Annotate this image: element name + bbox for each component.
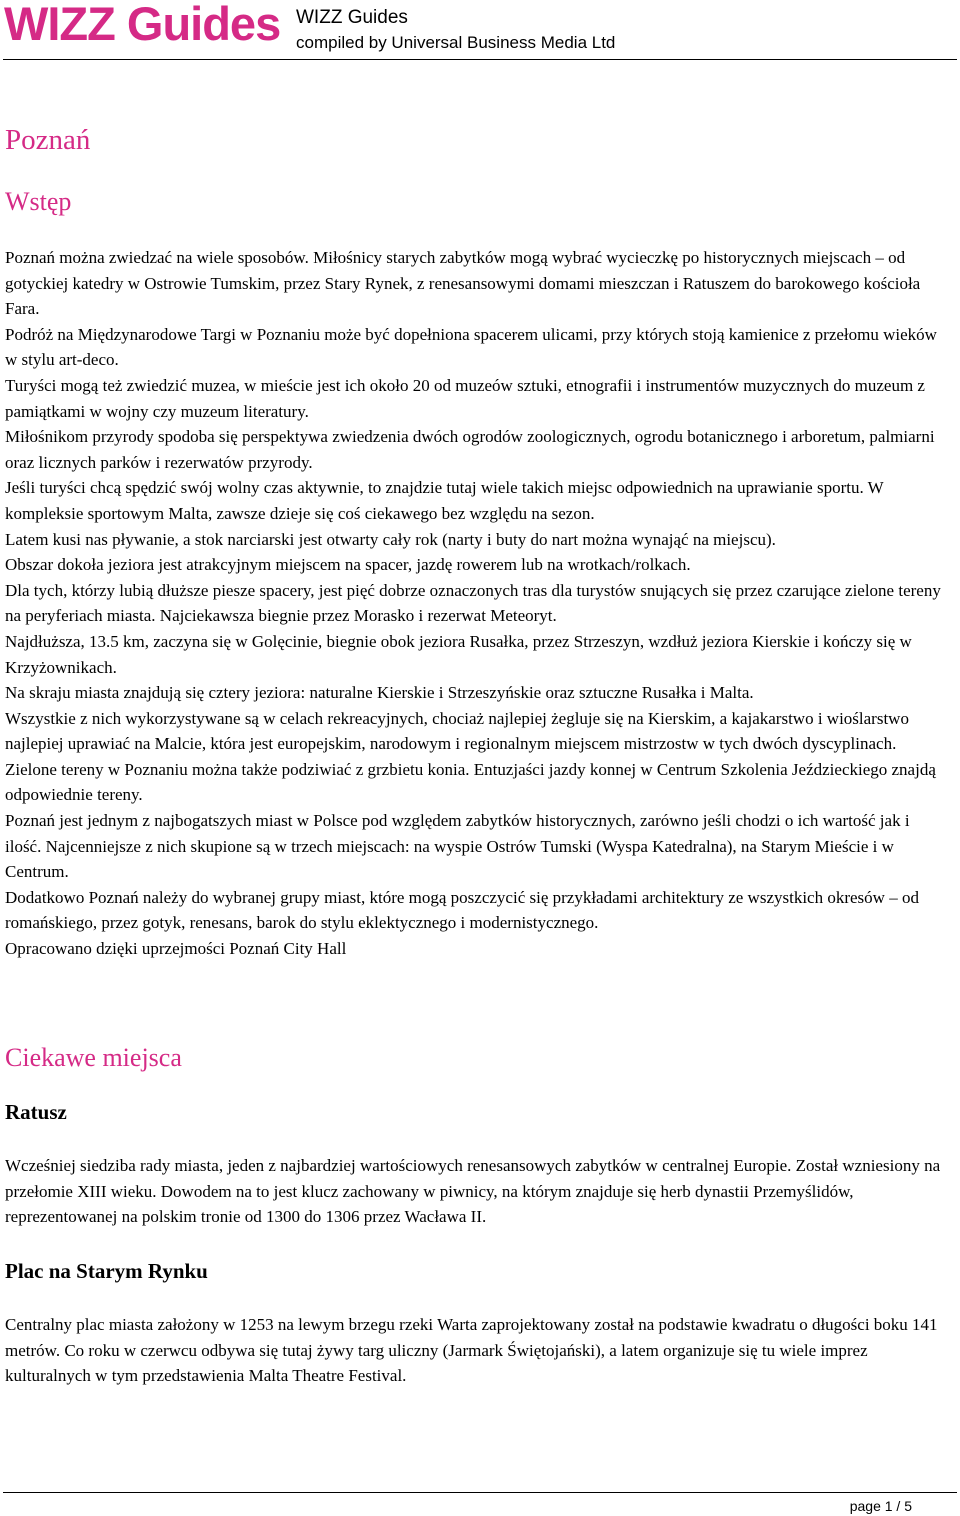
intro-paragraph: Jeśli turyści chcą spędzić swój wolny czas aktywnie, to znajdzie tutaj wiele takich miejsc odpowiednich na uprawianie sportu. W kompleksie sportowym Malta, zawsze dzieje się coś ciekawego bez względu na sezon. [5,478,884,523]
intro-paragraph: Na skraju miasta znajdują się cztery jeziora: naturalne Kierskie i Strzeszyńskie oraz sztuczne Rusałka i Malta. [5,683,754,703]
intro-paragraph: Opracowano dzięki uprzejmości Poznań City Hall [5,939,347,959]
intro-paragraph: Latem kusi nas pływanie, a stok narciarski jest otwarty cały rok (narty i buty do nart można wynająć na miejscu). [5,529,776,549]
intro-paragraph: Dla tych, którzy lubią dłuższe piesze spacery, jest pięć dobrze oznaczonych tras dla turystów snujących się przez czarujące zielone tereny na peryferiach miasta. Najciekawsza biegnie przez Morasko i rezerwat Meteoryt. [5,580,941,626]
intro-paragraph: Miłośnikom przyrody spodoba się perspektywa zwiedzenia dwóch ogrodów zoologicznych, ogrodu botanicznego i arboretum, palmiarni oraz licznych parków i rezerwatów przyrody. [5,427,935,472]
intro-text [5,245,950,962]
place-title-ratusz: Ratusz [5,1100,67,1124]
intro-paragraph: Turyści mogą też zwiedzić muzea, w mieście jest ich około 20 od muzeów sztuki, etnografii i instrumentów muzycznych do muzeum z pamiątkami w wojny czy muzeum literatury. [5,375,925,421]
header-subtitle: compiled by Universal Business Media Ltd [296,33,616,52]
place-text-stary-rynek [5,1312,950,1389]
page-title: Poznań [5,124,91,156]
section-heading-intro: Wstęp [5,187,72,216]
intro-paragraph: Poznań jest jednym z najbogatszych miast w Polsce pod względem zabytków historycznych, zarówno jeśli chodzi o ich wartość jak i ilość. Najcenniejsze z nich skupione są w trzech miejscach: na wyspie Ostrów Tumski (Wyspa Katedralna), na Starym Mieście i w Centrum. [5,811,910,882]
header-divider [3,59,957,60]
intro-paragraph: Poznań można zwiedzać na wiele sposobów. Miłośnicy starych zabytków mogą wybrać wycieczkę po historycznych miejscach – od gotyckiej katedry w Ostrowie Tumskim, przez Stary Rynek, z renesansowymi domami mieszczan i Ratuszem do barokowego kościoła Fara. [5,248,921,319]
intro-paragraph: Podróż na Międzynarodowe Targi w Poznaniu może być dopełniona spacerem ulicami, przy których stoją kamienice z przełomu wieków w stylu art-deco. [5,324,937,370]
place-title-stary-rynek: Plac na Starym Rynku [5,1259,208,1283]
intro-paragraph: Zielone tereny w Poznaniu można także podziwiać z grzbietu konia. Entuzjaści jazdy konnej w Centrum Szkolenia Jeździeckiego znajdą odpowiednie tereny. [5,759,936,805]
intro-paragraph: Wszystkie z nich wykorzystywane są w celach rekreacyjnych, chociaż najlepiej żegluje się na Kierskim, a kajakarstwo i wioślarstwo najlepiej uprawiać na Malcie, która jest europejskim, narodowym i regionalnym miejscem mistrzostw w tych dwóch dyscyplinach. [5,708,909,754]
header-title: WIZZ Guides [296,7,408,28]
page-header [0,0,960,60]
section-heading-places: Ciekawe miejsca [5,1043,182,1072]
intro-paragraph: Najdłuższa, 13.5 km, zaczyna się w Golęcinie, biegnie obok jeziora Rusałka, przez Strzeszyn, wzdłuż jeziora Kierskie i kończy się w Krzyżownikach. [5,631,912,677]
wizz-guides-logo: WIZZ Guides [4,0,281,50]
footer-divider [3,1492,957,1493]
intro-paragraph: Dodatkowo Poznań należy do wybranej grupy miast, które mogą poszczycić się przykładami architektury ze wszystkich okresów – od romańskiego, przez gotyk, renesans, barok do stylu eklektycznego i modernistycznego. [5,887,919,933]
place-text-ratusz [5,1153,950,1230]
page-number: page 1 / 5 [849,1498,912,1514]
intro-paragraph: Obszar dokoła jeziora jest atrakcyjnym miejscem na spacer, jazdę rowerem lub na wrotkach/rolkach. [5,555,691,575]
place-description: Centralny plac miasta założony w 1253 na lewym brzegu rzeki Warta zaprojektowany został na podstawie kwadratu o długości boku 141 metrów. Co roku w czerwcu odbywa się tutaj żywy targ uliczny (Jarmark Świętojański), a latem organizuje się tu wiele imprez kulturalnych w tym przedstawienia Malta Theatre Festival. [5,1315,938,1386]
place-description: Wcześniej siedziba rady miasta, jeden z najbardziej wartościowych renesansowych zabytków w centralnej Europie. Został wzniesiony na przełomie XIII wieku. Dowodem na to jest klucz zachowany w piwnicy, na którym znajduje się herb dynastii Przemyślidów, reprezentowanej na polskim tronie od 1300 do 1306 przez Wacława II. [5,1156,941,1227]
